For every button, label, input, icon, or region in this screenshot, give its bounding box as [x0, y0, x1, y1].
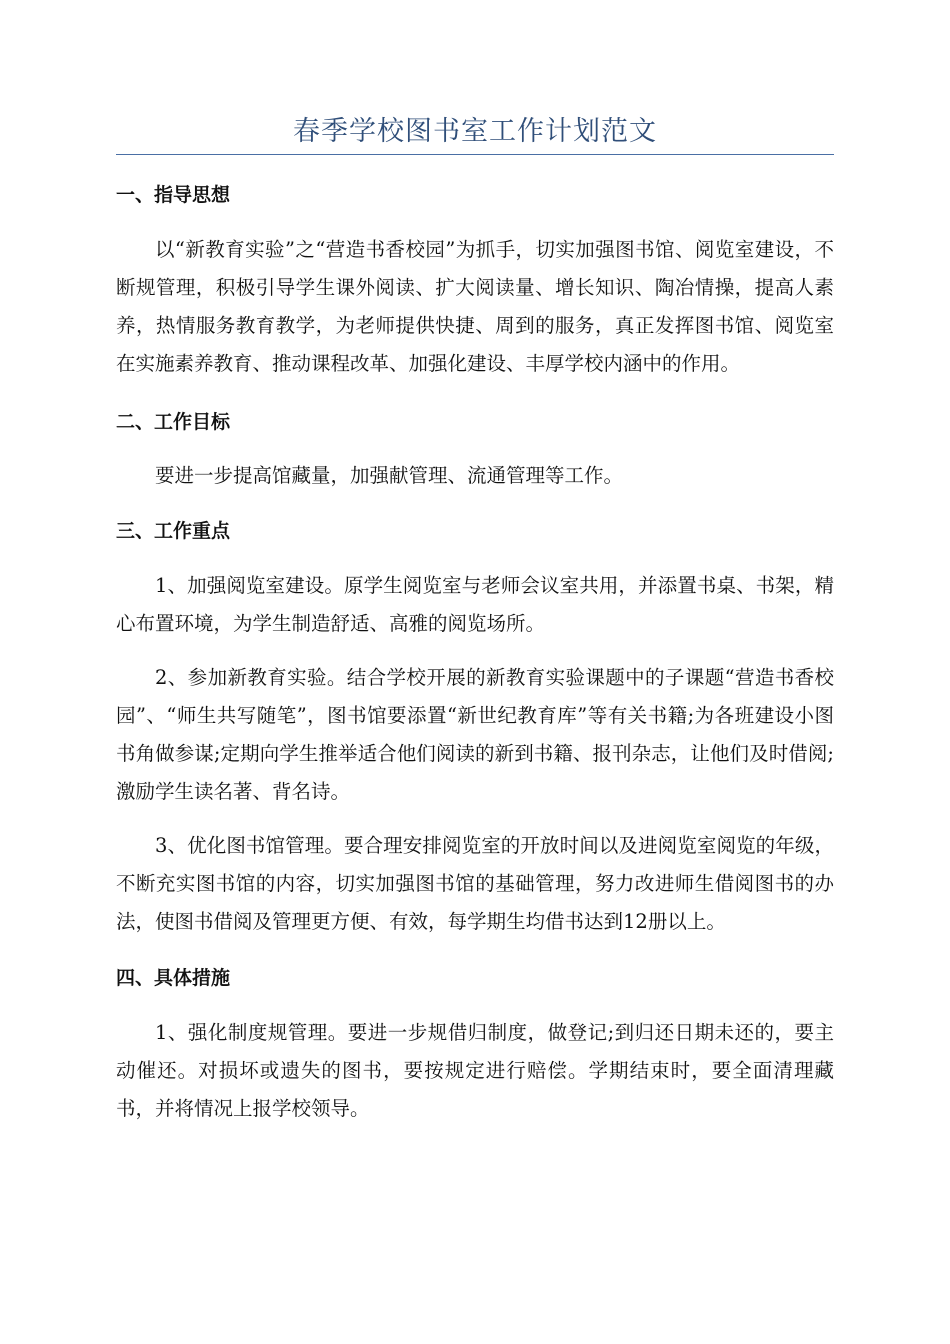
paragraph-focus-new-education: 2、参加新教育实验。结合学校开展的新教育实验课题中的子课题“营造书香校园”、“师生共写随笔”，图书馆要添置“新世纪教育库”等有关书籍;为各班建设小图书角做参谋;定期向学生推举适合他们阅读的新到书籍、报刊杂志，让他们及时借阅;激励学生读名著、背名诗。: [116, 666, 834, 803]
document-title: 春季学校图书室工作计划范文: [116, 112, 834, 155]
section-heading-work-goals: 二、工作目标: [116, 411, 231, 433]
paragraph-measures-regulations: 1、强化制度规管理。要进一步规借归制度，做登记;到归还日期未还的，要主动催还。对损坏或遗失的图书，要按规定进行赔偿。学期结束时，要全面清理藏书，并将情况上报学校领导。: [116, 1021, 834, 1120]
paragraph-focus-reading-room: 1、加强阅览室建设。原学生阅览室与老师会议室共用，并添置书桌、书架，精心布置环境，为学生制造舒适、高雅的阅览场所。: [116, 574, 834, 635]
paragraph-work-goals: 要进一步提高馆藏量，加强献管理、流通管理等工作。: [155, 464, 624, 487]
section-heading-guiding-ideology: 一、指导思想: [116, 184, 231, 206]
section-heading-work-focus: 三、工作重点: [116, 520, 231, 542]
section-heading-specific-measures: 四、具体措施: [116, 967, 231, 989]
paragraph-focus-library-management: 3、优化图书馆管理。要合理安排阅览室的开放时间以及进阅览室阅览的年级，不断充实图书馆的内容，切实加强图书馆的基础管理，努力改进师生借阅图书的办法，使图书借阅及管理更方便、有效，每学期生均借书达到12册以上。: [116, 834, 834, 933]
paragraph-guiding-ideology: 以“新教育实验”之“营造书香校园”为抓手，切实加强图书馆、阅览室建设，不断规管理，积极引导学生课外阅读、扩大阅读量、增长知识、陶冶情操，提高人素养，热情服务教育教学，为老师提供快捷、周到的服务，真正发挥图书馆、阅览室在实施素养教育、推动课程改革、加强化建设、丰厚学校内涵中的作用。: [116, 238, 834, 375]
document-page: [116, 112, 834, 1128]
